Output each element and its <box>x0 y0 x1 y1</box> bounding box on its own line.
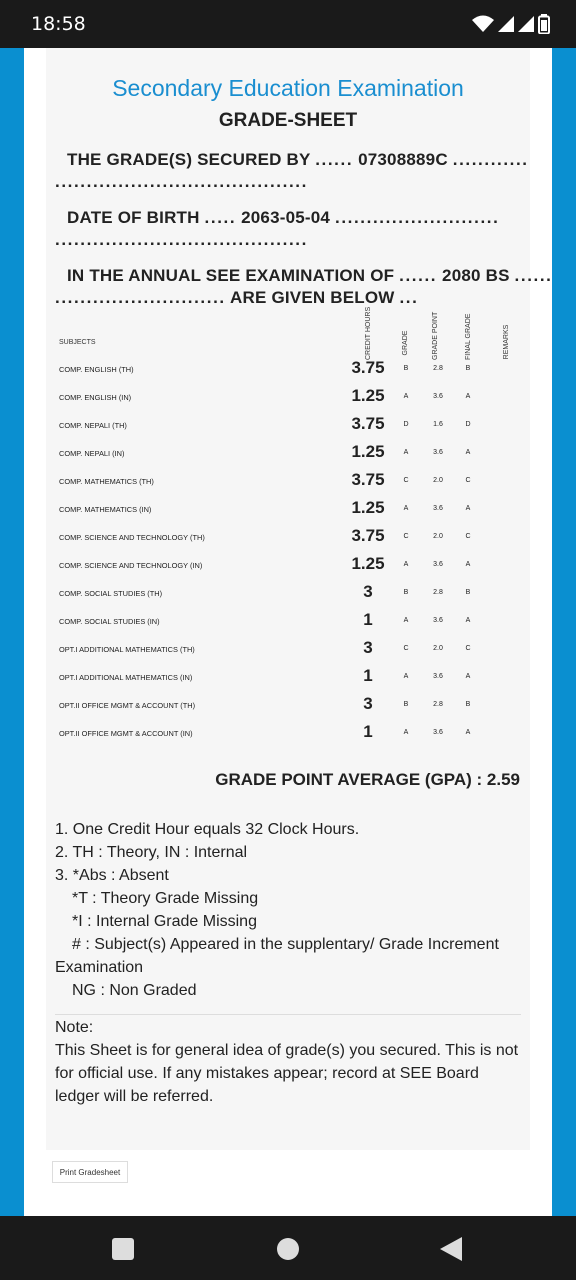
divider <box>55 1014 521 1015</box>
header-remarks: REMARKS <box>503 324 510 360</box>
header-credit-hours: CREDIT HOURS <box>365 306 372 360</box>
subject-cell: COMP. NEPALI (IN) <box>59 449 125 458</box>
credit-hours-cell: 3.75 <box>351 526 385 545</box>
dots: ..... <box>204 208 237 227</box>
credit-hours-cell: 3 <box>363 694 373 713</box>
credit-hours-cell: 1.25 <box>351 442 385 461</box>
grade-cell: A <box>403 729 409 736</box>
header-subjects: SUBJECTS <box>59 339 96 346</box>
subject-cell: OPT.II OFFICE MGMT & ACCOUNT (TH) <box>59 701 196 710</box>
final-grade-cell: D <box>465 421 471 428</box>
final-grade-cell: A <box>465 617 471 624</box>
credit-hours-cell: 1 <box>363 722 373 741</box>
table-row <box>46 523 530 551</box>
given-below-label: ARE GIVEN BELOW <box>230 288 395 307</box>
subject-cell: COMP. SCIENCE AND TECHNOLOGY (TH) <box>59 533 205 542</box>
grade-point-cell: 2.8 <box>433 701 443 708</box>
grade-cell: B <box>403 365 409 372</box>
note-item: Examination <box>55 959 144 976</box>
grade-cell: A <box>403 505 409 512</box>
subject-cell: COMP. ENGLISH (IN) <box>59 393 132 402</box>
final-grade-cell: A <box>465 561 471 568</box>
battery-icon <box>538 14 550 34</box>
grade-cell: A <box>403 449 409 456</box>
credit-hours-cell: 1.25 <box>351 554 385 573</box>
note-item: 1. One Credit Hour equals 32 Clock Hours. <box>55 821 360 838</box>
table-row <box>46 691 530 719</box>
table-row <box>46 411 530 439</box>
grade-cell: D <box>403 421 409 428</box>
dots-line <box>55 230 308 250</box>
home-button[interactable] <box>277 1238 299 1260</box>
dots: ...... <box>315 150 354 169</box>
final-grade-cell: C <box>465 477 471 484</box>
status-time: 18:58 <box>31 13 86 35</box>
grade-cell: B <box>403 589 409 596</box>
dob-label: DATE OF BIRTH <box>67 208 200 227</box>
final-grade-cell: A <box>465 729 471 736</box>
grade-point-cell: 3.6 <box>433 449 443 456</box>
subject-cell: COMP. SCIENCE AND TECHNOLOGY (IN) <box>59 561 203 570</box>
final-grade-cell: A <box>465 505 471 512</box>
grade-point-cell: 2.0 <box>433 477 443 484</box>
subject-cell: COMP. NEPALI (TH) <box>59 421 127 430</box>
grade-cell: C <box>403 533 409 540</box>
credit-hours-cell: 1.25 <box>351 498 385 517</box>
recents-button[interactable] <box>112 1238 134 1260</box>
dots: ........................... <box>55 288 226 307</box>
subject-cell: COMP. MATHEMATICS (IN) <box>59 505 152 514</box>
credit-hours-cell: 3.75 <box>351 358 385 377</box>
table-row <box>46 495 530 523</box>
secured-by-line <box>67 150 529 170</box>
credit-hours-cell: 1 <box>363 666 373 685</box>
grade-point-cell: 3.6 <box>433 505 443 512</box>
credit-hours-cell: 3 <box>363 582 373 601</box>
final-grade-cell: B <box>465 701 471 708</box>
note-item: 2. TH : Theory, IN : Internal <box>55 844 248 861</box>
page-background <box>0 48 576 1216</box>
credit-hours-cell: 3.75 <box>351 470 385 489</box>
grade-point-cell: 1.6 <box>433 421 443 428</box>
header-final-grade: FINAL GRADE <box>465 313 472 360</box>
subject-cell: OPT.I ADDITIONAL MATHEMATICS (TH) <box>59 645 195 654</box>
final-grade-cell: C <box>465 533 471 540</box>
final-grade-cell: C <box>465 645 471 652</box>
dots: ...... <box>399 266 438 285</box>
table-row <box>46 551 530 579</box>
exam-label: IN THE ANNUAL SEE EXAMINATION OF <box>67 266 395 285</box>
final-grade-cell: A <box>465 449 471 456</box>
wifi-icon <box>472 15 494 33</box>
dots: ........................................ <box>55 230 308 249</box>
credit-hours-cell: 1 <box>363 610 373 629</box>
gpa-value: GRADE POINT AVERAGE (GPA) : 2.59 <box>215 770 520 789</box>
table-row <box>46 383 530 411</box>
table-row <box>46 355 530 383</box>
dots: ... <box>399 288 419 307</box>
grade-point-cell: 2.8 <box>433 589 443 596</box>
grade-point-cell: 3.6 <box>433 673 443 680</box>
table-row <box>46 467 530 495</box>
print-gradesheet-button[interactable]: Print Gradesheet <box>52 1161 128 1183</box>
final-grade-cell: B <box>465 589 471 596</box>
credit-hours-cell: 3.75 <box>351 414 385 433</box>
dots-line <box>55 172 308 192</box>
grade-point-cell: 2.8 <box>433 365 443 372</box>
note-item: NG : Non Graded <box>72 982 197 999</box>
sheet-heading: GRADE-SHEET <box>218 110 358 131</box>
status-bar <box>0 0 576 48</box>
grade-cell: C <box>403 477 409 484</box>
grade-point-cell: 3.6 <box>433 617 443 624</box>
grade-point-cell: 2.0 <box>433 645 443 652</box>
dob-value: 2063-05-04 <box>241 208 331 227</box>
subject-cell: OPT.I ADDITIONAL MATHEMATICS (IN) <box>59 673 193 682</box>
subject-cell: COMP. SOCIAL STUDIES (IN) <box>59 617 160 626</box>
note-item: # : Subject(s) Appeared in the supplentary/ Grade Increment <box>72 936 499 953</box>
grade-cell: A <box>403 617 409 624</box>
legend-notes <box>55 818 523 1002</box>
disclaimer <box>55 1016 523 1108</box>
grade-cell: C <box>403 645 409 652</box>
subject-cell: COMP. ENGLISH (TH) <box>59 365 134 374</box>
dots: ............ <box>452 150 529 169</box>
dots: ...... <box>514 266 553 285</box>
grade-point-cell: 3.6 <box>433 393 443 400</box>
symbol-number: 07308889C <box>358 150 448 169</box>
header-grade: GRADE <box>402 330 409 356</box>
secured-by-label: THE GRADE(S) SECURED BY <box>67 150 311 169</box>
note-item: *I : Internal Grade Missing <box>72 913 257 930</box>
grade-cell: A <box>403 673 409 680</box>
grade-cell: A <box>403 561 409 568</box>
dots: .......................... <box>335 208 500 227</box>
header-grade-point: GRADE POINT <box>432 311 439 360</box>
exam-line <box>67 266 553 286</box>
credit-hours-cell: 3 <box>363 638 373 657</box>
note-item: 3. *Abs : Absent <box>55 867 169 884</box>
subject-cell: COMP. SOCIAL STUDIES (TH) <box>59 589 163 598</box>
table-row <box>46 635 530 663</box>
back-button[interactable] <box>440 1237 462 1261</box>
exam-title: Secondary Education Examination <box>112 75 464 101</box>
grade-point-cell: 3.6 <box>433 561 443 568</box>
status-icons <box>472 13 550 35</box>
table-row <box>46 719 530 747</box>
table-row <box>46 439 530 467</box>
note-body: This Sheet is for general idea of grade(s) you secured. This is not for official use. If any mistakes appear; record at SEE Board ledger will be referred. <box>55 1042 519 1105</box>
given-below-line <box>55 288 418 308</box>
signal-icon-2 <box>518 16 534 32</box>
navigation-bar <box>0 1216 576 1280</box>
subject-cell: COMP. MATHEMATICS (TH) <box>59 477 154 486</box>
table-row <box>46 579 530 607</box>
final-grade-cell: A <box>465 393 471 400</box>
grade-cell: B <box>403 701 409 708</box>
final-grade-cell: B <box>465 365 471 372</box>
final-grade-cell: A <box>465 673 471 680</box>
dots: ........................................ <box>55 172 308 191</box>
table-row <box>46 607 530 635</box>
gradesheet <box>46 48 553 1150</box>
gradesheet-card <box>24 48 552 1216</box>
signal-icon <box>498 16 514 32</box>
grade-point-cell: 2.0 <box>433 533 443 540</box>
dob-line <box>67 208 499 228</box>
grade-point-cell: 3.6 <box>433 729 443 736</box>
table-row <box>46 663 530 691</box>
exam-year: 2080 BS <box>442 266 510 285</box>
note-item: *T : Theory Grade Missing <box>72 890 259 907</box>
credit-hours-cell: 1.25 <box>351 386 385 405</box>
subject-cell: OPT.II OFFICE MGMT & ACCOUNT (IN) <box>59 729 193 738</box>
note-title: Note: <box>55 1019 94 1036</box>
grade-cell: A <box>403 393 409 400</box>
